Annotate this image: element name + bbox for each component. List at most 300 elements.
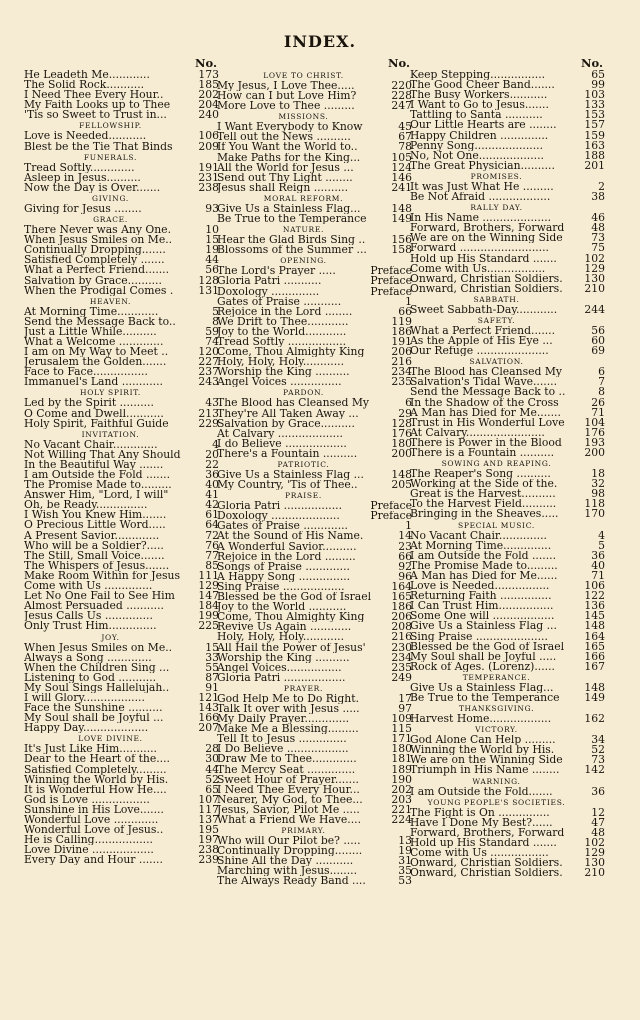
hymn-title: The Reaper's Song .......... [410, 469, 551, 480]
hymn-title: Our Little Hearts are ........ [410, 120, 557, 131]
index-entry [217, 439, 412, 449]
section-heading: YOUNG PEOPLE'S SOCIETIES. [427, 797, 566, 807]
section-heading: LOVE DIVINE. [78, 734, 143, 744]
hymn-number: 71 [591, 570, 605, 582]
index-entry [217, 694, 412, 704]
hymn-title: I am Outside the Fold....... [410, 786, 553, 797]
hymn-number: 44 [205, 764, 219, 775]
hymn-number: 15 [205, 235, 219, 246]
hymn-number: 109 [391, 714, 412, 725]
section-heading: PATRIOTIC. [277, 460, 330, 469]
hymn-number: 165 [584, 641, 605, 652]
index-entry [24, 460, 219, 470]
hymn-title: Not Willing That Any Should [24, 449, 181, 460]
index-entry [410, 367, 605, 377]
index-entry [410, 714, 605, 724]
index-entry [217, 347, 412, 357]
hymn-number: 124 [391, 162, 412, 173]
hymn-number: 36 [205, 470, 219, 481]
hymn-number: 19 [205, 245, 219, 256]
index-entry [217, 327, 412, 337]
index-entry [410, 141, 605, 151]
hymn-title: What a Perfect Friend....... [410, 325, 556, 337]
hymn-number: 189 [391, 764, 412, 775]
index-entry [24, 663, 219, 673]
hymn-title: Gates of Praise ............. [217, 521, 348, 532]
hymn-title: Sing Praise .................. [217, 581, 345, 593]
hymn-title: Come with Us................. [410, 263, 546, 274]
hymn-number: 200 [584, 448, 605, 459]
section-heading: SABBATH. [473, 294, 520, 304]
index-entry [410, 70, 605, 80]
index-entry [410, 233, 605, 243]
hymn-title: Face to Face................ [24, 367, 148, 378]
index-entry [217, 214, 412, 224]
hymn-number: Preface [370, 286, 412, 297]
hymn-title: Sweet Hour of Prayer....... [217, 774, 359, 785]
hymn-title: Gloria Patri .................. [217, 672, 346, 683]
hymn-number: 244 [584, 304, 605, 315]
hymn-number: 136 [584, 601, 605, 612]
index-entry [24, 785, 219, 795]
hymn-number: 128 [391, 418, 412, 429]
hymn-title: Tell out the News .......... [217, 132, 351, 143]
hymn-number: 52 [205, 774, 219, 785]
index-entry [24, 367, 219, 377]
hymn-number: 238 [198, 182, 219, 193]
hymn-number: 115 [391, 724, 412, 735]
hymn-title: We Drift to Thee............ [217, 316, 349, 327]
section-heading: PARDON. [283, 388, 324, 398]
hymn-number: 75 [591, 243, 605, 254]
hymn-title: The Mercy Seat .............. [217, 764, 356, 775]
hymn-number: 69 [591, 346, 605, 357]
hymn-number: 87 [205, 672, 219, 683]
hymn-number: 208 [391, 622, 412, 633]
hymn-number: 78 [398, 142, 412, 153]
index-entry [24, 90, 219, 100]
hymn-number: 13 [398, 836, 412, 847]
index-entry [24, 398, 219, 408]
index-entry [24, 744, 219, 754]
index-entry [24, 255, 219, 265]
index-entry [217, 317, 412, 327]
hymn-number: 111 [198, 570, 219, 582]
hymn-number: 73 [591, 755, 605, 766]
hymn-number: 66 [398, 551, 412, 562]
index-entry [24, 643, 219, 653]
hymn-number: 42 [205, 500, 219, 511]
index-entry [410, 182, 605, 192]
hymn-title: Rejoice in the Lord ......... [217, 551, 356, 562]
index-entry [217, 582, 412, 592]
hymn-title: Happy Day................... [24, 723, 149, 734]
hymn-title: My Soul shall be Joyful ... [24, 713, 164, 724]
index-entry [217, 307, 412, 317]
hymn-number: 102 [584, 253, 605, 264]
hymn-title: Trust in His Wonderful Love [410, 417, 565, 428]
hymn-number: 225 [198, 621, 219, 632]
hymn-title: He is Calling................. [24, 835, 153, 846]
index-entry [217, 297, 412, 307]
index-entry [217, 856, 412, 866]
hymn-number: 166 [198, 713, 219, 724]
hymn-number: Preface [370, 511, 412, 522]
hymn-title: Blossoms of the Summer ... [217, 245, 367, 256]
hymn-number: 48 [591, 223, 605, 234]
section-heading: FUNERALS. [83, 152, 138, 162]
hymn-title: Give Us a Stainless Flag ... [410, 621, 557, 632]
hymn-title: In the Beautiful Way ....... [24, 459, 164, 470]
hymn-title: The Solid Rock........... [24, 80, 145, 91]
hymn-number: 130 [584, 273, 605, 284]
hymn-title: Only Trust Him.............. [24, 621, 157, 632]
index-entry [217, 122, 412, 132]
hymn-title: Come with Us .............. [24, 581, 153, 592]
index-entry [410, 632, 605, 642]
hymn-number: 6 [598, 367, 605, 378]
hymn-number: 191 [198, 162, 219, 173]
index-entry [410, 408, 605, 418]
hymn-number: 38 [591, 192, 605, 203]
hymn-title: Be Not Afraid .................. [410, 192, 551, 203]
hymn-title: No, Not One................... [410, 150, 544, 161]
index-entry [410, 652, 605, 662]
index-entry [24, 470, 219, 480]
hymn-number: 224 [391, 815, 412, 826]
hymn-number: 20 [205, 449, 219, 460]
hymn-number: 249 [391, 672, 412, 683]
section-heading: SAFETY. [477, 315, 516, 325]
hymn-number: 45 [398, 122, 412, 133]
hymn-number: 66 [398, 306, 412, 317]
hymn-title: Joy to the World ........... [217, 602, 347, 613]
section-heading: VICTORY. [475, 725, 518, 735]
hymn-number: 200 [391, 448, 412, 459]
index-entry [410, 387, 605, 397]
hymn-number: 12 [591, 807, 605, 818]
hymn-title: The Good Cheer Band....... [410, 80, 555, 91]
hymn-number: 47 [591, 817, 605, 828]
index-entry [24, 561, 219, 571]
index-entry [217, 612, 412, 622]
index-entry [410, 326, 605, 336]
section-heading: MORAL REFORM. [263, 193, 344, 203]
hymn-number: Preface [370, 501, 412, 512]
hymn-title: Gloria Patri ........... [217, 276, 322, 287]
hymn-number: 104 [584, 417, 605, 428]
hymn-title: Joy to the World............ [217, 326, 347, 337]
hymn-number: 129 [198, 581, 219, 592]
hymn-title: In His Name .................... [410, 213, 552, 224]
hymn-number: 185 [198, 80, 219, 91]
index-entry [217, 287, 412, 297]
hymn-title: We are on the Winning Side [410, 755, 563, 766]
column-number-header: No. [581, 56, 603, 70]
index-entry [217, 480, 412, 490]
index-entry [24, 70, 219, 80]
hymn-title: All the World for Jesus ... [217, 162, 354, 173]
hymn-title: I Want to Go to Jesus....... [410, 100, 549, 111]
hymn-title: Now the Day is Over....... [24, 182, 161, 193]
hymn-title: As the Apple of His Eye ... [410, 336, 553, 347]
index-entry [410, 428, 605, 438]
hymn-title: Jesus, Savior, Pilot Me ..... [217, 804, 360, 815]
index-entry [24, 611, 219, 621]
index-entry [410, 541, 605, 551]
hymn-title: The Blood has Cleansed My [217, 398, 369, 409]
index-entry [217, 511, 412, 521]
index-entry [24, 835, 219, 845]
hymn-title: Satisfied Completely ....... [24, 255, 165, 266]
hymn-number: 184 [198, 601, 219, 612]
index-entry [24, 276, 219, 286]
hymn-title: Face the Sunshine .......... [24, 703, 163, 714]
hymn-number: 147 [198, 591, 219, 602]
index-entry [24, 815, 219, 825]
hymn-title: No Vacant Chair.............. [410, 530, 547, 541]
index-entry [410, 305, 605, 315]
hymn-title: Who will Our Pilot be? ..... [217, 836, 361, 847]
hymn-title: Rejoice in the Lord ........ [217, 306, 353, 317]
hymn-number: 22 [205, 459, 219, 470]
hymn-number: 145 [584, 611, 605, 622]
index-entry [410, 735, 605, 745]
index-entry [410, 683, 605, 693]
index-entry [24, 377, 219, 387]
hymn-title: Giving for Jesus ........ [24, 203, 142, 215]
hymn-title: Satisfied Completely......... [24, 764, 167, 775]
hymn-number: 106 [198, 131, 219, 142]
hymn-number: 59 [205, 326, 219, 337]
hymn-title: It is Wonderful How He.... [24, 784, 167, 795]
hymn-title: God is Love ................. [24, 794, 150, 805]
index-entry [217, 795, 412, 805]
hymn-title: At Morning Time.............. [410, 540, 552, 551]
index-entry [24, 317, 219, 327]
hymn-title: 'Tis so Sweet to Trust in... [24, 110, 167, 121]
index-entry [217, 204, 412, 214]
index-entry [24, 541, 219, 551]
index-entry [217, 785, 412, 795]
hymn-number: 7 [598, 377, 605, 388]
hymn-number: 23 [398, 541, 412, 552]
index-entry [410, 151, 605, 161]
hymn-number: 1 [405, 296, 412, 307]
hymn-title: Come with Us ................. [410, 848, 549, 859]
hymn-number: 148 [584, 621, 605, 632]
hymn-title: Listening to God ........... [24, 672, 157, 683]
hymn-title: Wonderful Love of Jesus.. [24, 825, 164, 836]
index-entry [410, 469, 605, 479]
index-entry [410, 243, 605, 253]
index-entry [24, 419, 219, 429]
hymn-number: 29 [398, 408, 412, 419]
hymn-number: 17 [398, 693, 412, 704]
hymn-title: Draw Me to Thee............. [217, 754, 357, 765]
hymn-title: If You Want the World to.. [217, 142, 358, 153]
index-entry [24, 520, 219, 530]
index-entry [24, 327, 219, 337]
index-entry [24, 480, 219, 490]
hymn-title: Asleep in Jesus.......... [24, 172, 141, 183]
hymn-number: 14 [398, 531, 412, 542]
hymn-title: More Love to Thee ......... [217, 101, 355, 112]
index-entry [217, 704, 412, 714]
hymn-number: 202 [198, 90, 219, 101]
index-entry [24, 591, 219, 601]
hymn-title: Tell It to Jesus .............. [217, 734, 347, 745]
hymn-number: 153 [584, 110, 605, 121]
hymn-number: 240 [198, 110, 219, 121]
section-heading: TEMPERANCE. [462, 672, 531, 682]
hymn-number: 186 [391, 326, 412, 337]
hymn-number: 28 [205, 744, 219, 755]
hymn-title: No Vacant Chair............. [24, 439, 158, 450]
section-heading: SPECIAL MUSIC. [458, 520, 535, 530]
hymn-title: Worship the King .......... [217, 652, 350, 663]
hymn-number: 202 [391, 784, 412, 795]
index-entry [217, 836, 412, 846]
hymn-number: 43 [205, 398, 219, 409]
hymn-number: 176 [391, 428, 412, 439]
hymn-number: 156 [391, 235, 412, 246]
hymn-title: Onward, Christian Soldiers. [410, 858, 563, 869]
hymn-title: My Country, 'Tis of Thee.. [217, 480, 358, 491]
hymn-title: A Happy Song ............... [217, 571, 351, 582]
index-entry [24, 754, 219, 764]
index-entry [24, 183, 219, 193]
hymn-title: Winning the World by His. [410, 745, 555, 756]
index-entry [217, 163, 412, 173]
hymn-number: 35 [398, 866, 412, 877]
hymn-title: Triumph in His Name ........ [410, 765, 560, 776]
index-entry [24, 173, 219, 183]
hymn-title: Love Divine .................. [24, 845, 154, 856]
hymn-number: 191 [391, 336, 412, 348]
hymn-number: 164 [584, 631, 605, 642]
hymn-number: 61 [205, 510, 219, 521]
section-heading: INVITATION. [81, 429, 140, 439]
hymn-number: 143 [198, 703, 219, 714]
hymn-title: Worship the King .......... [217, 367, 350, 378]
index-entry [217, 562, 412, 572]
hymn-number: 40 [591, 560, 605, 571]
hymn-title: Nearer, My God, to Thee... [217, 794, 363, 805]
index-entry [410, 377, 605, 387]
index-entry [410, 110, 605, 120]
index-entry [217, 409, 412, 419]
hymn-title: Returning Faith ............... [410, 591, 552, 602]
index-entry [410, 591, 605, 601]
hymn-number: 149 [391, 214, 412, 225]
index-entry [24, 683, 219, 693]
hymn-number: 34 [591, 735, 605, 746]
hymn-title: Come, Thou Almighty King [217, 612, 365, 623]
index-entry [217, 449, 412, 459]
index-entry [410, 828, 605, 838]
index-entry [24, 693, 219, 703]
index-entry [24, 163, 219, 173]
index-entry [217, 235, 412, 245]
hymn-title: Salvation by Grace.......... [217, 418, 355, 429]
hymn-number: 122 [584, 591, 605, 602]
hymn-number: 99 [591, 80, 605, 91]
hymn-number: 201 [584, 160, 605, 171]
hymn-number: 166 [584, 651, 605, 662]
index-entry [24, 357, 219, 367]
index-entry [410, 120, 605, 130]
index-entry [410, 662, 605, 672]
index-entry [24, 100, 219, 110]
hymn-number: 131 [198, 285, 219, 296]
index-entry [410, 765, 605, 775]
hymn-title: I Want Everybody to Know [217, 122, 363, 133]
index-entry [24, 440, 219, 450]
index-entry [410, 254, 605, 264]
index-entry [24, 805, 219, 815]
hymn-title: The Promise Made to......... [410, 560, 558, 571]
hymn-title: When the Children Sing ... [24, 662, 170, 673]
hymn-number: 48 [591, 827, 605, 838]
hymn-number: 60 [591, 336, 605, 347]
index-entry [217, 501, 412, 511]
hymn-number: 118 [584, 499, 605, 510]
index-entry [217, 245, 412, 255]
hymn-number: 4 [212, 439, 219, 450]
hymn-number: 216 [391, 357, 412, 368]
column-number-header: No. [388, 56, 410, 70]
hymn-number: 190 [391, 774, 412, 785]
hymn-number: 10 [205, 225, 219, 236]
hymn-title: Forward, Brothers, Forward [410, 827, 565, 838]
hymn-number: 234 [391, 652, 412, 663]
hymn-number: 148 [584, 682, 605, 693]
index-entry [217, 419, 412, 429]
index-entry [24, 286, 219, 296]
hymn-title: Wonderful Love ............. [24, 815, 159, 826]
index-entry [24, 601, 219, 611]
hymn-title: Make Room Within for Jesus [24, 570, 180, 582]
hymn-title: Be True to the Temperance [410, 692, 560, 704]
hymn-title: Hold up His Standard ....... [410, 837, 557, 848]
hymn-number: 64 [205, 520, 219, 531]
hymn-title: Sunshine in His Love....... [24, 804, 164, 815]
hymn-title: The Whispers of Jesus....... [24, 560, 170, 571]
hymn-title: When Jesus Smiles on Me.. [24, 642, 173, 653]
index-entry [217, 846, 412, 856]
hymn-number: 137 [198, 815, 219, 826]
hymn-number: 33 [205, 652, 219, 663]
index-entry [24, 673, 219, 683]
hymn-number: 164 [391, 581, 412, 593]
index-entry [24, 765, 219, 775]
hymn-title: A Wonderful Savior.......... [217, 541, 357, 552]
index-entry [24, 653, 219, 663]
hymn-title: Answer Him, "Lord, I will" [24, 490, 169, 501]
index-entry [24, 551, 219, 561]
index-entry [410, 161, 605, 171]
index-entry [410, 100, 605, 110]
hymn-title: My Soul Sings Hallelujah.. [24, 682, 170, 693]
index-entry [410, 284, 605, 294]
hymn-number: 8 [598, 387, 605, 398]
hymn-number: 207 [198, 723, 219, 734]
index-entry [410, 80, 605, 90]
hymn-number: 237 [198, 367, 219, 378]
hymn-title: All Hail the Power of Jesus' [217, 642, 366, 653]
column-number-header: No. [195, 56, 217, 70]
